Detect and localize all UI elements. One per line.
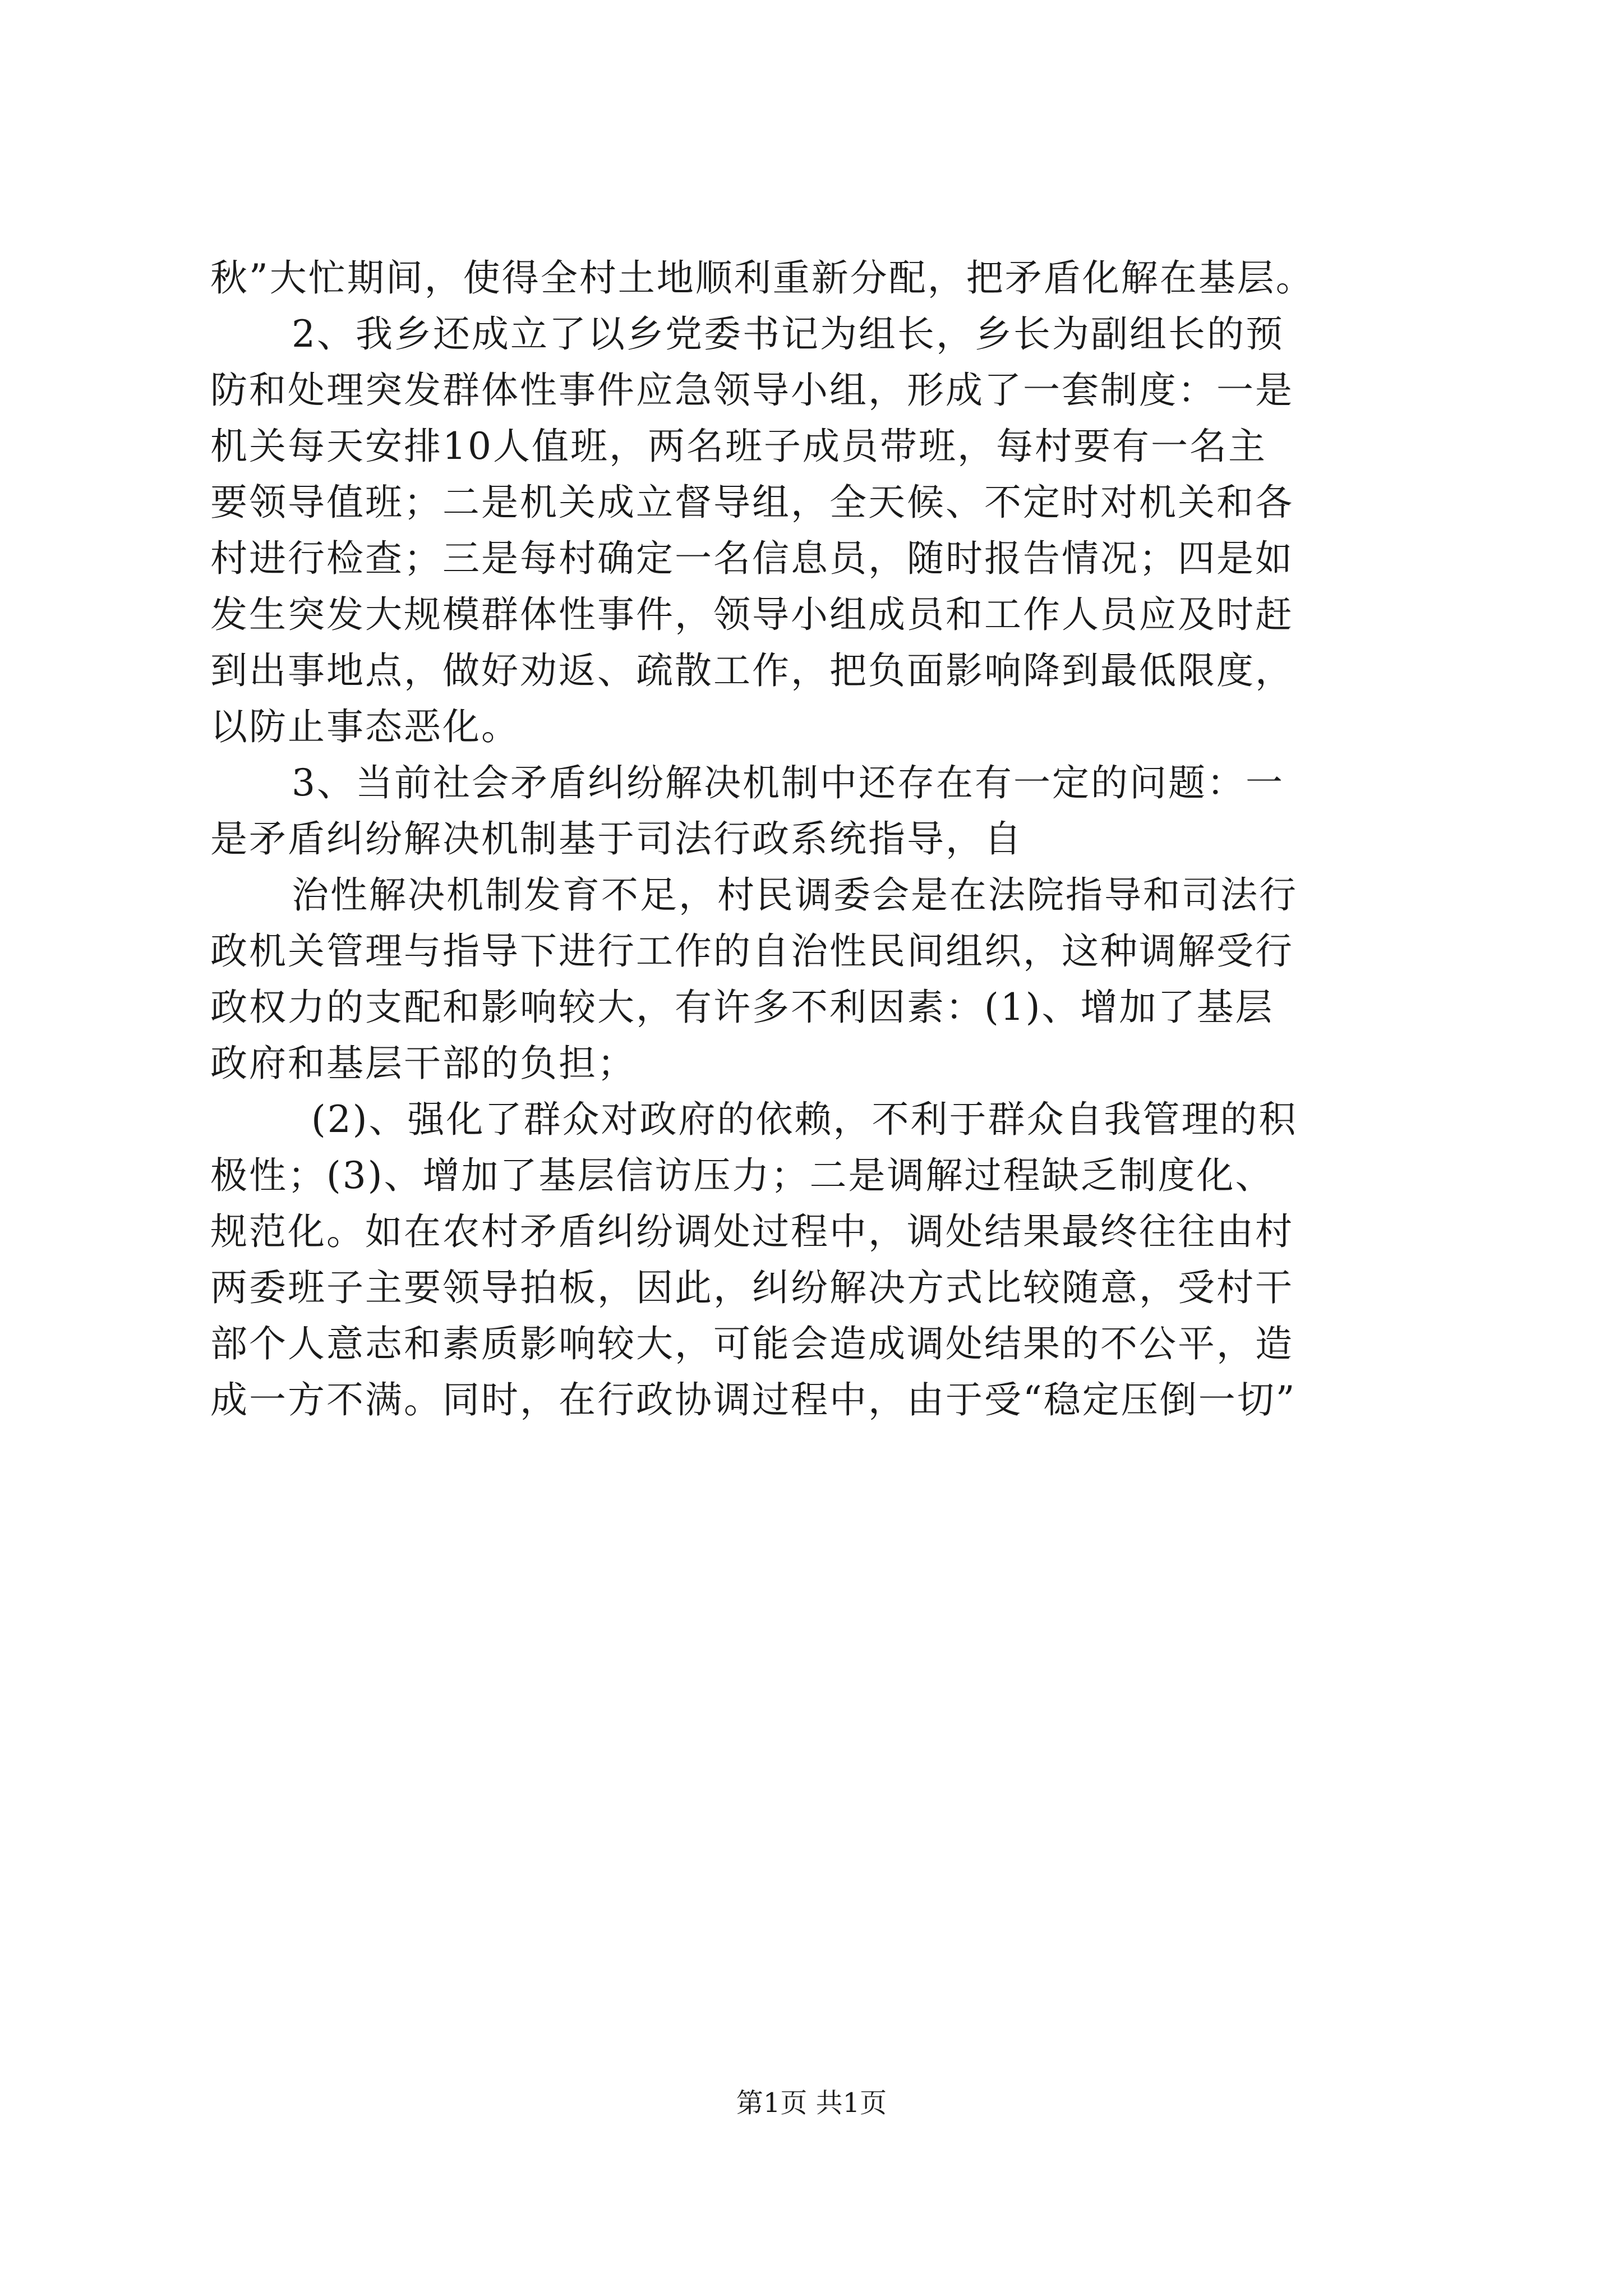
text-line: 部个人意志和素质影响较大，可能会造成调处结果的不公平，造: [210, 1322, 1294, 1365]
text-line: 秋”大忙期间，使得全村土地顺利重新分配，把矛盾化解在基层。: [210, 256, 1315, 300]
page-number-footer: 第1页 共1页: [736, 2087, 887, 2119]
text-line: 是矛盾纠纷解决机制基于司法行政系统指导，自: [210, 817, 1023, 861]
text-line: 村进行检查；三是每村确定一名信息员，随时报告情况；四是如: [210, 537, 1294, 580]
text-line: 政机关管理与指导下进行工作的自治性民间组织，这种调解受行: [210, 930, 1294, 973]
text-line: 成一方不满。同时，在行政协调过程中，由于受“稳定压倒一切”: [210, 1378, 1297, 1421]
text-line: 规范化。如在农村矛盾纠纷调处过程中，调处结果最终往往由村: [210, 1210, 1294, 1253]
text-line: (2)、强化了群众对政府的依赖，不利于群众自我管理的积: [311, 1098, 1298, 1141]
text-line: 机关每天安排10人值班，两名班子成员带班，每村要有一名主: [210, 425, 1267, 468]
text-line: 政权力的支配和影响较大，有许多不利因素：(1)、增加了基层: [210, 986, 1274, 1029]
text-line: 到出事地点，做好劝返、疏散工作，把负面影响降到最低限度，: [210, 649, 1294, 692]
text-line: 极性；(3)、增加了基层信访压力；二是调解过程缺乏制度化、: [210, 1154, 1274, 1197]
document-body: [210, 250, 1419, 1428]
text-line: 2、我乡还成立了以乡党委书记为组长，乡长为副组长的预: [292, 312, 1284, 356]
text-line: 要领导值班；二是机关成立督导组，全天候、不定时对机关和各: [210, 481, 1294, 524]
text-line: 发生突发大规模群体性事件，领导小组成员和工作人员应及时赶: [210, 593, 1294, 636]
text-line: 政府和基层干部的负担；: [210, 1042, 636, 1085]
text-line: 防和处理突发群体性事件应急领导小组，形成了一套制度：一是: [210, 369, 1294, 412]
text-line: 以防止事态恶化。: [210, 705, 520, 748]
text-line: 3、当前社会矛盾纠纷解决机制中还存在有一定的问题：一: [292, 761, 1284, 804]
text-line: 治性解决机制发育不足，村民调委会是在法院指导和司法行: [292, 873, 1298, 917]
text-line: 两委班子主要领导拍板，因此，纠纷解决方式比较随意，受村干: [210, 1266, 1294, 1309]
